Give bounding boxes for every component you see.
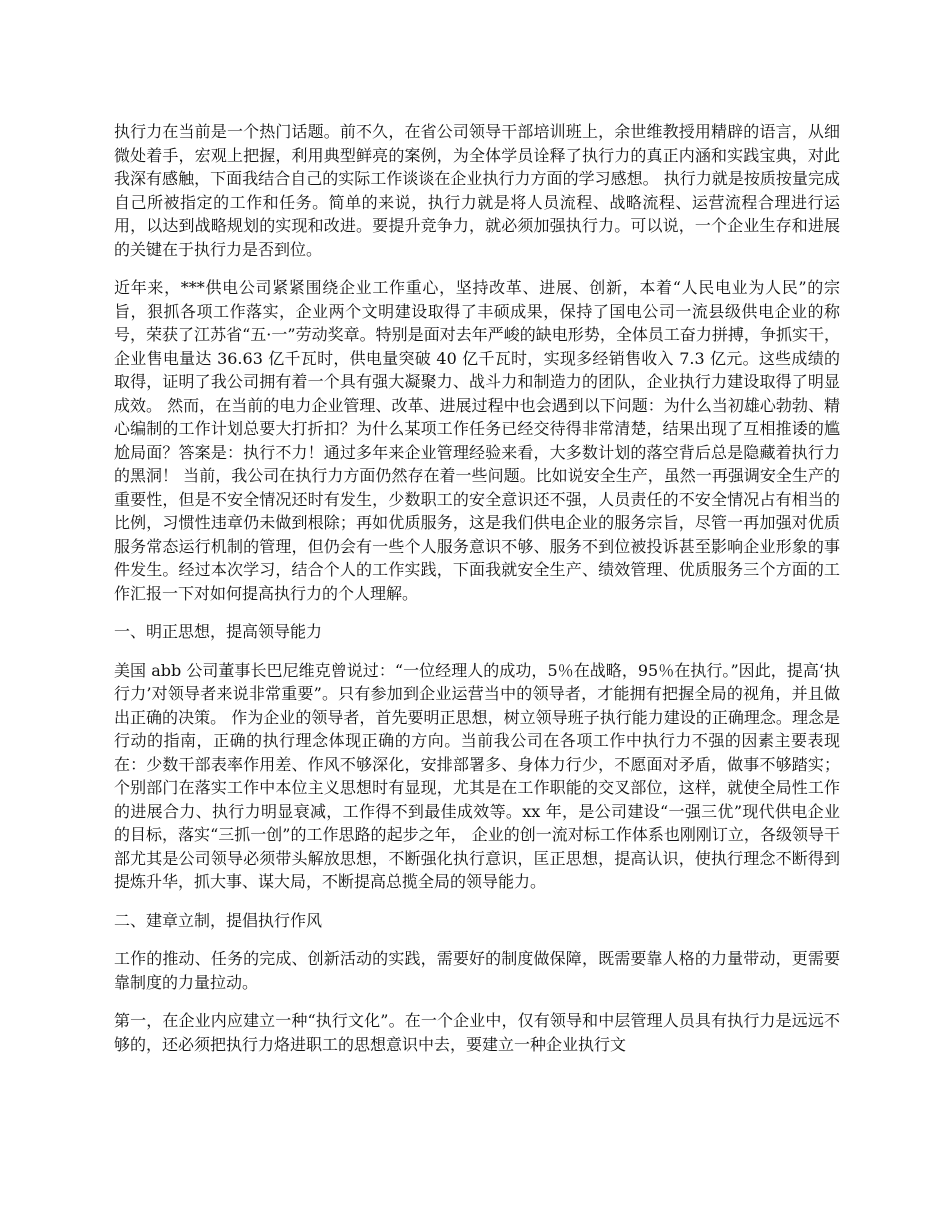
section-heading-2: 二、建章立制，提倡执行作风 (114, 910, 323, 930)
section-heading-1: 一、明正思想，提高领导能力 (114, 622, 323, 641)
section-2-intro-paragraph: 工作的推动、任务的完成、创新活动的实践，需要好的制度做保障，既需要靠人格的力量带动，更需要靠制度的力量拉动。 (114, 949, 840, 992)
background-paragraph: 近年来，***供电公司紧紧围绕企业工作重心，坚持改革、进展、创新，本着“人民电业为人民”的宗旨，狠抓各项工作落实，企业两个文明建设取得了丰硕成果，保持了国电公司一流县级供电企业的称号，荣获了江苏省“五·一”劳动奖章。特别是面对去年严峻的缺电形势，全体员工奋力拼搏，争抓实干，企业售电量达 36.63 亿千瓦时，供电量突破 40 亿千瓦时，实现多经销售收入 7.3 亿元。这些成绩的取得，证明了我公司拥有着一个具有强大凝聚力、战斗力和制造力的团队，企业执行力建设取得了明显成效。 然而，在当前的电力企业管理、改革、进展过程中也会遇到以下问题：为什么当初雄心勃勃、精心编制的工作计划总要大打折扣？为什么某项工作任务已经交待得非常清楚，结果出现了互相推诿的尴尬局面？答案是：执行不力！通过多年来企业管理经验来看，大多数计划的落空背后总是隐藏着执行力的黑洞！ 当前，我公司在执行力方面仍然存在着一些问题。比如说安全生产，虽然一再强调安全生产的重要性，但是不安全情况还时有发生，少数职工的安全意识还不强，人员责任的不安全情况占有相当的比例，习惯性违章仍未做到根除；再如优质服务，这是我们供电企业的服务宗旨，尽管一再加强对优质服务常态运行机制的管理，但仍会有一些个人服务意识不够、服务不到位被投诉甚至影响企业形象的事件发生。经过本次学习，结合个人的工作实践，下面我就安全生产、绩效管理、优质服务三个方面的工作汇报一下对如何提高执行力的个人理解。 (114, 278, 840, 603)
document-body (114, 120, 840, 1071)
section-2-first-point-paragraph: 第一，在企业内应建立一种“执行文化”。在一个企业中，仅有领导和中层管理人员具有执行力是远远不够的，还必须把执行力烙进职工的思想意识中去，要建立一种企业执行文 (114, 1011, 840, 1054)
section-1-paragraph: 美国 abb 公司董事长巴尼维克曾说过：“一位经理人的成功，5％在战略，95％在执行。”因此，提高‘执行力’对领导者来说非常重要”。只有参加到企业运营当中的领导者，才能拥有把握全局的视角，并且做出正确的决策。 作为企业的领导者，首先要明正思想，树立领导班子执行能力建设的正确理念。理念是行动的指南，正确的执行理念体现正确的方向。当前我公司在各项工作中执行力不强的因素主要表现在：少数干部表率作用差、作风不够深化，安排部署多、身体力行少，不愿面对矛盾，做事不够踏实；个别部门在落实工作中本位主义思想时有显现，尤其是在工作职能的交叉部位，这样，就使全局性工作的进展合力、执行力明显衰减，工作得不到最佳成效等。xx 年，是公司建设“一强三优”现代供电企业的目标，落实“三抓一创”的工作思路的起步之年， 企业的创一流对标工作体系也刚刚订立，各级领导干部尤其是公司领导必须带头解放思想，不断强化执行意识，匡正思想，提高认识，使执行理念不断得到提炼升华，抓大事、谋大局，不断提高总揽全局的领导能力。 (114, 660, 840, 891)
intro-paragraph: 执行力在当前是一个热门话题。前不久，在省公司领导干部培训班上，余世维教授用精辟的语言，从细微处着手，宏观上把握，利用典型鲜亮的案例，为全体学员诠释了执行力的真正内涵和实践宝典，对此我深有感触，下面我结合自己的实际工作谈谈在企业执行力方面的学习感想。 执行力就是按质按量完成自己所被指定的工作和任务。简单的来说，执行力就是将人员流程、战略流程、运营流程合理进行运用，以达到战略规划的实现和改进。要提升竞争力，就必须加强执行力。可以说，一个企业生存和进展的关键在于执行力是否到位。 (114, 122, 840, 259)
